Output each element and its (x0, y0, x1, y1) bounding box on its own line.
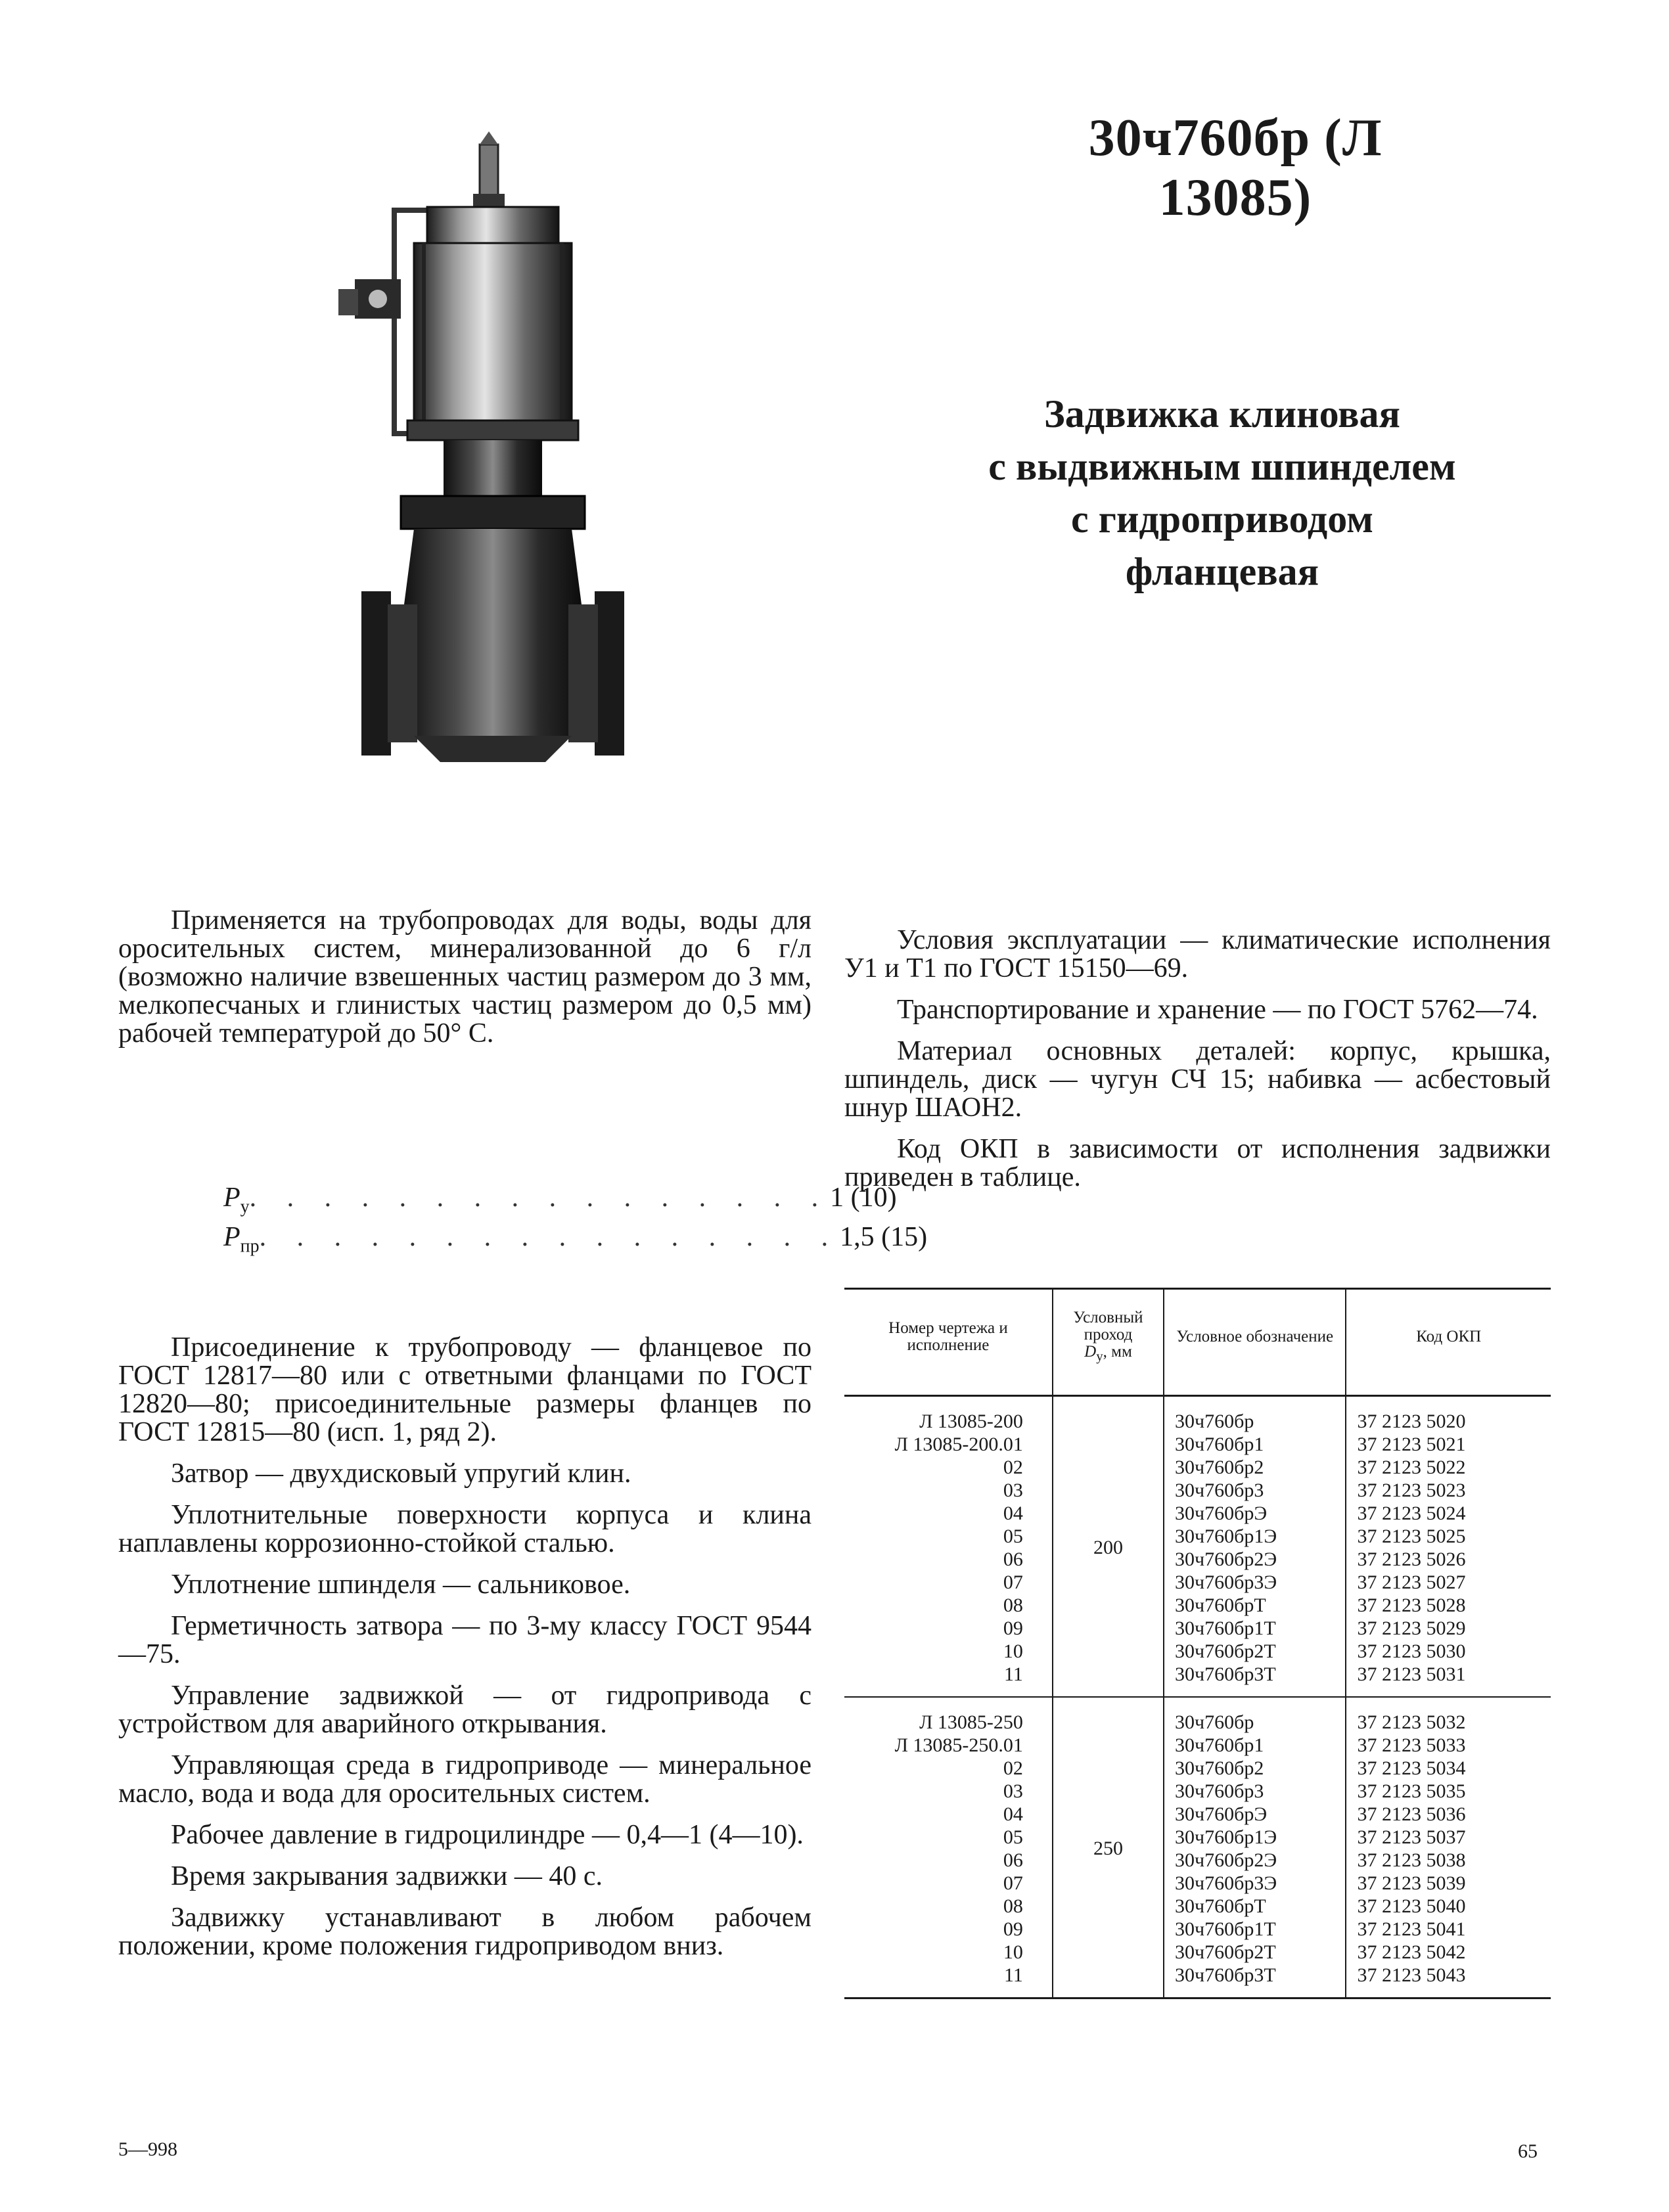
footer-signature: 5—998 (118, 2138, 177, 2160)
nominal-bore-cell: 250 (1053, 1697, 1164, 1998)
hydraulic-cylinder (407, 243, 578, 440)
designation: 30ч760брТ (1175, 1594, 1266, 1616)
drawing-number: 10 (1003, 1941, 1023, 1963)
drawing-number: 02 (1003, 1456, 1023, 1478)
drawing-number: 08 (1003, 1594, 1023, 1616)
drawing-number: Л 13085-200 (919, 1411, 1023, 1432)
product-title-line: с гидроприводом (1070, 497, 1374, 541)
okp-code: 37 2123 5028 (1357, 1594, 1466, 1616)
text-paragraph: Затвор — двухдисковый упругий клин. (171, 1458, 631, 1489)
product-title (913, 388, 1531, 598)
okp-code: 37 2123 5025 (1357, 1525, 1466, 1547)
okp-code: 37 2123 5038 (1357, 1849, 1466, 1871)
drawing-number: Л 13085-250.01 (894, 1734, 1023, 1756)
pressure-row (223, 1222, 928, 1261)
specification-text (118, 1334, 812, 1974)
designation: 30ч760бр3Э (1175, 1571, 1277, 1593)
okp-code: 37 2123 5039 (1357, 1872, 1466, 1894)
text-paragraph: Материал основных деталей: корпус, крышка, шпиндель, диск — чугун СЧ 15; набивка — асбестовый шнур ШАОН2. (844, 1036, 1551, 1123)
drawing-number: 06 (1003, 1849, 1023, 1871)
designation: 30ч760бр2Э (1175, 1548, 1277, 1570)
drawing-number: 09 (1003, 1617, 1023, 1639)
okp-code: 37 2123 5026 (1357, 1548, 1466, 1570)
okp-code: 37 2123 5042 (1357, 1941, 1466, 1963)
okp-code: 37 2123 5030 (1357, 1640, 1466, 1662)
bonnet (401, 440, 585, 529)
designation: 30ч760бр1 (1175, 1734, 1264, 1756)
pressure-row (223, 1183, 897, 1222)
spindle-tip (473, 131, 505, 207)
designation: 30ч760бр3 (1175, 1479, 1264, 1501)
drawing-number: 11 (1004, 1663, 1023, 1685)
designation: 30ч760бр2 (1175, 1757, 1264, 1779)
okp-code: 37 2123 5037 (1357, 1826, 1466, 1848)
header-okp-code: Код ОКП (1346, 1289, 1551, 1396)
leader-dots: . . . . . . . . . . . . . . . . (259, 1222, 840, 1253)
text-paragraph: Код ОКП в зависимости от исполнения задвижки приведен в таблице. (844, 1134, 1551, 1192)
drawing-number: 06 (1003, 1548, 1023, 1570)
text-paragraph: Герметичность затвора — по 3-му классу ГОСТ 9544—75. (118, 1611, 812, 1669)
drawing-number: 03 (1003, 1780, 1023, 1802)
designation-cell (1164, 1396, 1346, 1698)
pressure-value: 1 (10) (830, 1183, 897, 1213)
drawing-number: 09 (1003, 1918, 1023, 1940)
okp-code: 37 2123 5029 (1357, 1617, 1466, 1639)
text-paragraph: Управляющая среда в гидроприводе — минеральное масло, вода и вода для оросительных систем. (118, 1750, 812, 1809)
cylinder-top-cap (427, 207, 559, 243)
okp-code: 37 2123 5027 (1357, 1571, 1466, 1593)
drawing-number: 04 (1003, 1502, 1023, 1524)
page-number: 65 (1518, 2140, 1538, 2162)
designation: 30ч760бр (1175, 1411, 1254, 1432)
okp-code: 37 2123 5040 (1357, 1895, 1466, 1917)
drawing-number: 07 (1003, 1872, 1023, 1894)
okp-code: 37 2123 5020 (1357, 1411, 1466, 1432)
document-code-title: 30ч760бр (Л 13085) (1088, 109, 1383, 227)
designation: 30ч760бр2Т (1175, 1640, 1276, 1662)
text-paragraph: Время закрывания задвижки — 40 с. (171, 1861, 603, 1891)
designation: 30ч760бр1Э (1175, 1826, 1277, 1848)
designation: 30ч760бр2Т (1175, 1941, 1276, 1963)
drawing-number: Л 13085-200.01 (894, 1433, 1023, 1455)
text-paragraph: Условия эксплуатации — климатические исполнения У1 и Т1 по ГОСТ 15150—69. (844, 925, 1551, 983)
designation: 30ч760бр3Э (1175, 1872, 1277, 1894)
valve-body (361, 529, 624, 762)
header-nominal-bore: Условный проход $D_у$, мм (1053, 1289, 1164, 1396)
pressure-value: 1,5 (15) (840, 1222, 928, 1253)
designation: 30ч760бр3Т (1175, 1964, 1276, 1986)
header-drawing-number: Номер чертежа и исполнение (844, 1289, 1053, 1396)
designation: 30ч760брЭ (1175, 1502, 1268, 1524)
okp-code: 37 2123 5043 (1357, 1964, 1466, 1986)
gate-valve-illustration (283, 131, 690, 788)
designation: 30ч760бр1 (1175, 1433, 1264, 1455)
designation: 30ч760бр1Т (1175, 1617, 1276, 1639)
text-paragraph: Транспортирование и хранение — по ГОСТ 5762—74. (897, 995, 1538, 1025)
okp-code-table (844, 1288, 1551, 1999)
text-paragraph: Присоединение к трубопроводу — фланцевое по ГОСТ 12817—80 или с ответными фланцами по ГОСТ 12820—80; присоединительные размеры фланцев по ГОСТ 12815—80 (исп. 1, ряд 2). (118, 1332, 812, 1447)
product-title-line: фланцевая (1125, 550, 1319, 593)
leader-dots: . . . . . . . . . . . . . . . . (249, 1183, 831, 1213)
okp-code: 37 2123 5024 (1357, 1502, 1466, 1524)
drawing-number: 10 (1003, 1640, 1023, 1662)
okp-code: 37 2123 5022 (1357, 1456, 1466, 1478)
okp-cell (1346, 1697, 1551, 1998)
product-title-line: с выдвижным шпинделем (988, 445, 1456, 488)
drawing-number: 03 (1003, 1479, 1023, 1501)
okp-code: 37 2123 5032 (1357, 1711, 1466, 1733)
designation: 30ч760брТ (1175, 1895, 1266, 1917)
drawing-numbers-cell (844, 1396, 1053, 1698)
okp-code: 37 2123 5035 (1357, 1780, 1466, 1802)
drawing-numbers-cell (844, 1697, 1053, 1998)
table-group-250 (844, 1697, 1551, 1998)
okp-code: 37 2123 5034 (1357, 1757, 1466, 1779)
designation: 30ч760бр3Т (1175, 1663, 1276, 1685)
drawing-number: 02 (1003, 1757, 1023, 1779)
table-group-200 (844, 1396, 1551, 1698)
drawing-number: 07 (1003, 1571, 1023, 1593)
pressure-list (223, 1183, 928, 1262)
okp-cell (1346, 1396, 1551, 1698)
okp-code: 37 2123 5036 (1357, 1803, 1466, 1825)
application-paragraph (118, 907, 812, 1061)
okp-code: 37 2123 5033 (1357, 1734, 1466, 1756)
designation: 30ч760бр1Т (1175, 1918, 1276, 1940)
okp-code: 37 2123 5041 (1357, 1918, 1466, 1940)
text-paragraph: Уплотнение шпинделя — сальниковое. (171, 1569, 631, 1600)
emergency-valve-handle (338, 279, 401, 319)
drawing-number: 05 (1003, 1826, 1023, 1848)
text-paragraph: Рабочее давление в гидроцилиндре — 0,4—1 (4—10). (171, 1820, 804, 1850)
designation: 30ч760бр2Э (1175, 1849, 1277, 1871)
designation-cell (1164, 1697, 1346, 1998)
pressure-label: $P_{пр}$ (223, 1222, 260, 1257)
designation: 30ч760брЭ (1175, 1803, 1268, 1825)
okp-code: 37 2123 5023 (1357, 1479, 1466, 1501)
designation: 30ч760бр (1175, 1711, 1254, 1733)
designation: 30ч760бр1Э (1175, 1525, 1277, 1547)
operating-conditions-text (844, 926, 1551, 1205)
text-paragraph: Задвижку устанавливают в любом рабочем положении, кроме положения гидроприводом вниз. (118, 1903, 812, 1961)
drawing-number: Л 13085-250 (919, 1711, 1023, 1733)
drawing-number: 05 (1003, 1525, 1023, 1547)
designation: 30ч760бр3 (1175, 1780, 1264, 1802)
header-designation: Условное обозначение (1164, 1289, 1346, 1396)
text-paragraph: Управление задвижкой — от гидропривода с устройством для аварийного открывания. (118, 1681, 812, 1739)
drawing-number: 08 (1003, 1895, 1023, 1917)
designation: 30ч760бр2 (1175, 1456, 1264, 1478)
drawing-number: 04 (1003, 1803, 1023, 1825)
product-title-line: Задвижка клиновая (1044, 392, 1400, 436)
text-paragraph: Применяется на трубопроводах для воды, воды для оросительных систем, минерализованной до 6 г/л (возможно наличие взвешенных частиц размером до 3 мм, мелкопесчаных и глинистых частиц размером до 0,5 мм) рабочей температурой до 50° С. (118, 905, 812, 1049)
nominal-bore-cell: 200 (1053, 1396, 1164, 1698)
pressure-label: $P_у$ (223, 1183, 250, 1217)
text-paragraph: Уплотнительные поверхности корпуса и клина наплавлены коррозионно-стойкой сталью. (118, 1500, 812, 1558)
drawing-number: 11 (1004, 1964, 1023, 1986)
okp-code: 37 2123 5021 (1357, 1433, 1466, 1455)
okp-code: 37 2123 5031 (1357, 1663, 1466, 1685)
